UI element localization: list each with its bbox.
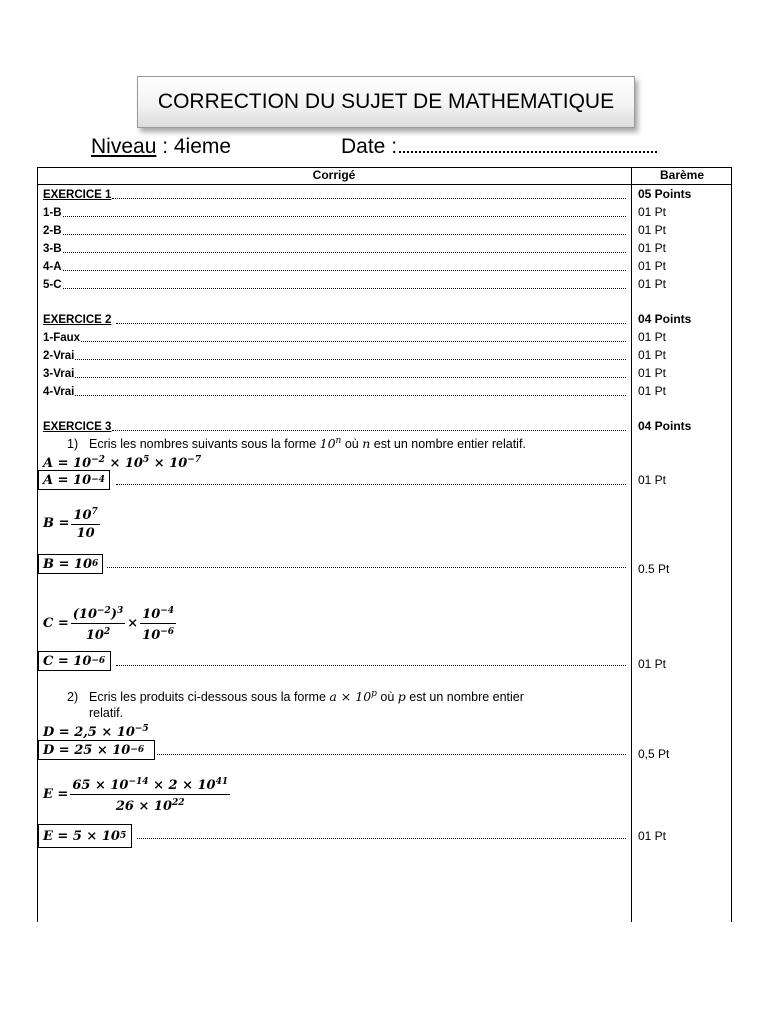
question-1: 1) Ecris les nombres suivants sous la forme 10$^n$ où n est un nombre entier relatif. [67, 436, 526, 451]
niveau-value: : 4ieme [156, 135, 232, 158]
expression-a: $A = 10^{-2} \times 10^5 \times 10^{-7}$ [43, 455, 202, 471]
item-points: 01 Pt [638, 223, 667, 237]
item-points: 01 Pt [638, 366, 667, 380]
answer-b-points: 0.5 Pt [638, 562, 670, 576]
item-points: 01 Pt [638, 205, 667, 219]
answer-a-points: 01 Pt [638, 473, 667, 487]
item-points: 01 Pt [638, 277, 667, 291]
answer-e-points: 01 Pt [638, 829, 667, 843]
niveau-line [91, 135, 231, 159]
column-header-corrige: Corrigé [312, 168, 356, 182]
list-item: 5-C [43, 276, 626, 292]
answer-b-dots [107, 566, 626, 568]
question-2-continued: relatif. [89, 706, 124, 720]
list-item: 1-B [43, 204, 626, 220]
list-item: 2-Vrai [43, 347, 626, 363]
list-item: 3-B [43, 240, 626, 256]
answer-c-dots [116, 664, 626, 666]
column-header-bareme: Barème [659, 168, 705, 182]
list-item: 3-Vrai [43, 365, 626, 381]
item-points: 01 Pt [638, 330, 667, 344]
answer-e-box: E = 5 × 10 5 [38, 824, 132, 848]
exercise-1-heading: EXERCICE 1 [43, 186, 626, 202]
question-2: 2) Ecris les produits ci-dessous sous la forme $a \times 10^p$ où p est un nombre entier [67, 689, 524, 704]
list-item: 2-B [43, 222, 626, 238]
answer-a-box: A = 10 −4 [38, 470, 110, 490]
niveau-label: Niveau [91, 135, 157, 158]
header-divider [37, 184, 732, 185]
date-line [341, 135, 657, 159]
list-item: 4-A [43, 258, 626, 274]
expression-e: E = $\frac{65 \times 10^{-14} \times 2 \times 10^{41}}{26 \times 10^{22}}$ [43, 777, 229, 814]
date-blank [399, 141, 657, 153]
answer-e-dots [137, 837, 626, 839]
expression-d: $D = 2,5 \times 10^{-5}$ [43, 724, 149, 740]
date-label: Date : [341, 135, 398, 158]
item-points: 01 Pt [638, 384, 667, 398]
list-item: 1-Faux [43, 329, 626, 345]
answer-a-dots [116, 483, 626, 485]
exercise-1-points: 05 Points [638, 187, 692, 201]
exercise-3-heading: EXERCICE 3 [43, 418, 626, 434]
item-points: 01 Pt [638, 348, 667, 362]
exercise-2-heading: EXERCICE 2 [43, 311, 626, 327]
answer-d-points: 0,5 Pt [638, 747, 670, 761]
expression-c: C = $\frac{(10^{-2})^3}{10^2}$ × $\frac{10^{-4}}{10^{-6}}$ [43, 606, 175, 643]
item-points: 01 Pt [638, 241, 667, 255]
answer-d-dots [157, 753, 626, 755]
list-item: 4-Vrai [43, 383, 626, 399]
column-divider [631, 167, 632, 922]
exercise-2-points: 04 Points [638, 312, 692, 326]
item-points: 01 Pt [638, 259, 667, 273]
exercise-3-points: 04 Points [638, 419, 692, 433]
answer-c-box: C = 10 −6 [38, 651, 111, 671]
answer-c-points: 01 Pt [638, 657, 667, 671]
answer-b-box: B = 10 6 [38, 554, 103, 574]
answer-d-box: D = 25 × 10 −6 [38, 740, 155, 760]
expression-b: B = $\frac{10^7}{10}$ [43, 507, 98, 541]
document-title: CORRECTION DU SUJET DE MATHEMATIQUE [137, 76, 635, 128]
